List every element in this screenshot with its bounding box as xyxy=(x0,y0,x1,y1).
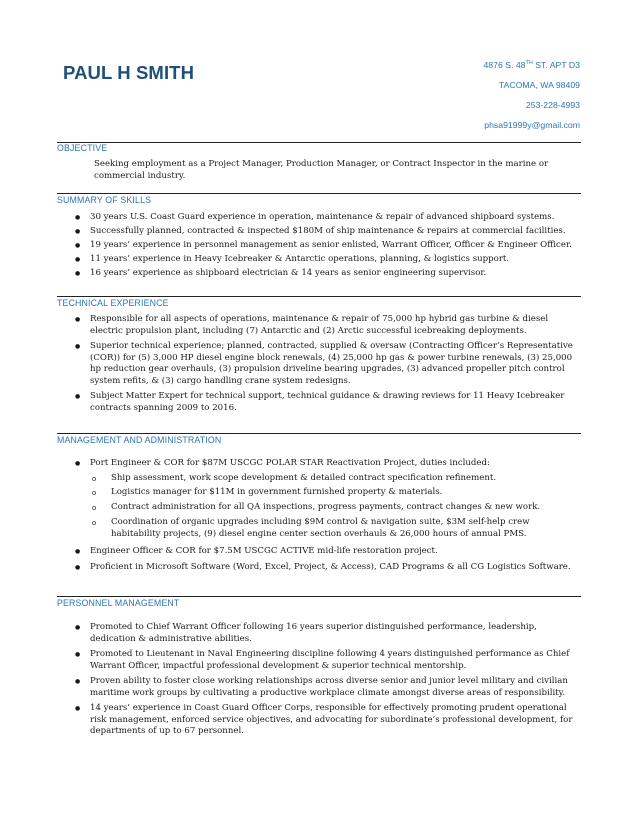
list-item: ● Proven ability to foster close working relationships across diverse senior and junior level military and civilian maritime work groups by cultivating a productive workplace climate amongst diverse areas of responsibility. xyxy=(57,676,581,699)
city-line: TACOMA, WA 98409 xyxy=(498,80,580,90)
phone-number: 253-228-4993 xyxy=(525,100,580,110)
management-list xyxy=(57,458,581,577)
list-item: ● 30 years U.S. Coast Guard experience in operation, maintenance & repair of advanced shipboard systems. xyxy=(57,212,581,224)
personnel-heading: PERSONNEL MANAGEMENT xyxy=(57,598,180,608)
list-item: ● Successfully planned, contracted & inspected $180M of ship maintenance & repairs at commercial facilities. xyxy=(57,226,581,238)
section-divider xyxy=(57,296,581,297)
contact-block xyxy=(330,55,580,135)
management-heading: MANAGEMENT AND ADMINISTRATION xyxy=(57,435,222,445)
list-item: ● Responsible for all aspects of operations, maintenance & repair of 75,000 hp hybrid gas turbine & diesel electric propulsion plant, including (7) Antarctic and (2) Arctic successful icebreaking deployments. xyxy=(57,314,581,337)
list-item: ● Port Engineer & COR for $87M USCGC POLAR STAR Reactivation Project, duties included: o Ship assessment, work scope development & detailed contract specification refinement. o Logistics manager for $11M in government furnished property & materials. o Contract administration for all QA inspections, progress payments, contract changes & new work. o Coordination of organic upgrades including $9M control & navigation suite, $3M self-help crew habitability projects, (9) diesel engine center section overhauls & 26,000 hours of annual PMS. xyxy=(57,458,581,540)
address-line: 4876 S. 48TH ST. APT D3 xyxy=(483,60,580,70)
list-item: ● 14 years’ experience in Coast Guard Officer Corps, responsible for effectively promoting prudent operational risk management, enforced service objectives, and advocating for subordinate’s professional development, for departments of up to 67 personnel. xyxy=(57,703,581,738)
personnel-list xyxy=(57,622,581,742)
section-divider xyxy=(57,596,581,597)
skills-heading: SUMMARY OF SKILLS xyxy=(57,195,152,205)
section-divider xyxy=(57,142,581,143)
technical-list xyxy=(57,314,581,418)
skills-list xyxy=(57,212,581,282)
list-item: ● 19 years’ experience in personnel management as senior enlisted, Warrant Officer, Officer & Engineer Officer. xyxy=(57,240,581,252)
objective-heading: OBJECTIVE xyxy=(57,143,108,153)
section-divider xyxy=(57,193,581,194)
list-item: ● Proficient in Microsoft Software (Word, Excel, Project, & Access), CAD Programs & all CG Logistics Software. xyxy=(57,562,581,574)
list-item: ● Engineer Officer & COR for $7.5M USCGC ACTIVE mid-life restoration project. xyxy=(57,546,581,558)
email-address: phsa91999y@gmail.com xyxy=(484,120,580,130)
sub-list-item: o Coordination of organic upgrades including $9M control & navigation suite, $3M self-help crew habitability projects, (9) diesel engine center section overhauls & 26,000 hours of annual PMS. xyxy=(90,517,581,540)
list-item: ● 16 years’ experience as shipboard electrician & 14 years as senior engineering supervisor. xyxy=(57,268,581,280)
objective-text: Seeking employment as a Project Manager, Production Manager, or Contract Inspector in the marine or commercial industry. xyxy=(94,159,549,181)
sub-list-item: o Logistics manager for $11M in government furnished property & materials. xyxy=(90,487,581,499)
section-divider xyxy=(57,433,581,434)
port-engineer-duties xyxy=(90,473,581,541)
list-item: ● 11 years’ experience in Heavy Icebreaker & Antarctic operations, planning, & logistics support. xyxy=(57,254,581,266)
sub-list-item: o Contract administration for all QA inspections, progress payments, contract changes & new work. xyxy=(90,502,581,514)
list-item: ● Superior technical experience; planned, contracted, supplied & oversaw (Contracting Officer’s Representative (COR)) for (5) 3,000 HP diesel engine block renewals, (4) 25,000 hp gas & power turbine renewals, (3) 25,000 hp reduction gear overhauls, (3) propulsion driveline bearing upgrades, (3) advanced propeller pitch control system refits, & (3) cargo handling crane system redesigns. xyxy=(57,341,581,387)
sub-list-item: o Ship assessment, work scope development & detailed contract specification refinement. xyxy=(90,473,581,485)
list-item: ● Promoted to Chief Warrant Officer following 16 years superior distinguished performance, leadership, dedication & administrative abilities. xyxy=(57,622,581,645)
candidate-name: PAUL H SMITH xyxy=(63,62,195,83)
technical-heading: TECHNICAL EXPERIENCE xyxy=(57,298,169,308)
list-item: ● Subject Matter Expert for technical support, technical guidance & drawing reviews for 11 Heavy Icebreaker contracts spanning 2009 to 2016. xyxy=(57,391,581,414)
list-item: ● Promoted to Lieutenant in Naval Engineering discipline following 4 years distinguished performance as Chief Warrant Officer, impactful professional development & superior technical mentorship. xyxy=(57,649,581,672)
